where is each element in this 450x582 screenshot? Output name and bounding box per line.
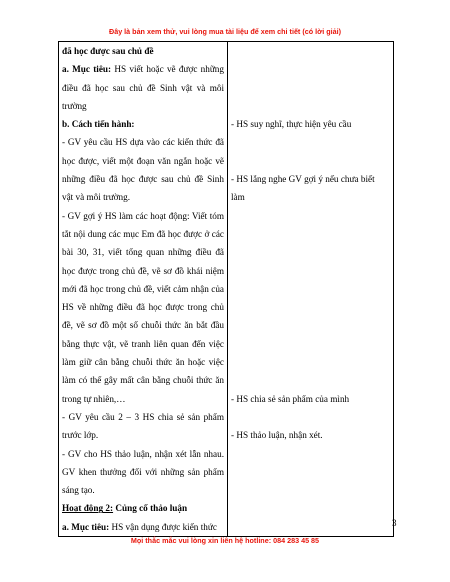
- teacher-activity-cell: [59, 42, 228, 537]
- student-step-3: - HS chia sẻ sản phẩm của mình: [231, 393, 350, 404]
- teacher-step-2: - GV gợi ý HS làm các hoạt động: Viết tóm tắt nội dung các mục Em đã học được ở các bài 30, 31, viết tổng quan những điều đã học được trong chủ đề, vẽ sơ đồ khái niệm mới đã học trong chủ đề, viết cảm nhận của HS về những điều đã học được trong chủ đề, vẽ sơ đồ một số chuỗi thức ăn bắt đầu bằng thực vật, vẽ tranh liên quan đến việc làm giữ cân bằng chuỗi thức ăn hoặc việc làm có thể gây mất cân bằng chuỗi thức ăn trong tự nhiên,…: [62, 210, 224, 404]
- teacher-step-4: - GV cho HS thảo luận, nhận xét lẫn nhau. GV khen thưởng đối với những sản phẩm sáng tạo.: [62, 448, 224, 496]
- activity-2-heading: [62, 499, 224, 517]
- aim-label: a. Mục tiêu:: [62, 64, 112, 75]
- section-heading: đã học được sau chủ đề: [62, 46, 154, 56]
- lesson-table: [58, 41, 394, 537]
- activity-2-name: Củng cố thảo luận: [113, 503, 188, 514]
- method-heading: b. Cách tiến hành:: [62, 119, 135, 130]
- student-step-2: - HS lắng nghe GV gợi ý nếu chưa biết làm: [231, 174, 375, 203]
- aim-text: HS viết hoặc vẽ được những điều đã học sau chủ đề Sinh vật và môi trường: [62, 64, 224, 111]
- activity-2-title: Hoạt động 2:: [62, 503, 114, 514]
- teacher-step-1: - GV yêu cầu HS dựa vào các kiến thức đã học được, viết một đoạn văn ngắn hoặc vẽ những điều đã học được sau chủ đề Sinh vật và môi trường.: [62, 137, 224, 203]
- aim-2-text: HS vận dụng được kiến thức: [109, 521, 217, 532]
- hotline-banner: Mọi thắc mắc vui lòng xin liên hệ hotline: 084 283 45 85: [130, 536, 320, 545]
- table-row: [59, 42, 394, 537]
- teacher-step-3: - GV yêu cầu 2 – 3 HS chia sẻ sản phẩm trước lớp.: [62, 411, 224, 441]
- student-activity-cell: [228, 42, 394, 537]
- aim-paragraph: [62, 60, 224, 115]
- student-step-4: - HS thảo luận, nhận xét.: [231, 430, 323, 441]
- preview-banner: Đây là bản xem thử, vui lòng mua tài liệu để xem chi tiết (có lời giải): [109, 27, 341, 36]
- aim-2-paragraph: [62, 518, 224, 536]
- page-number: 3: [392, 518, 397, 528]
- aim-2-label: a. Mục tiêu:: [62, 521, 110, 532]
- student-step-1: - HS suy nghĩ, thực hiện yêu cầu: [231, 119, 352, 130]
